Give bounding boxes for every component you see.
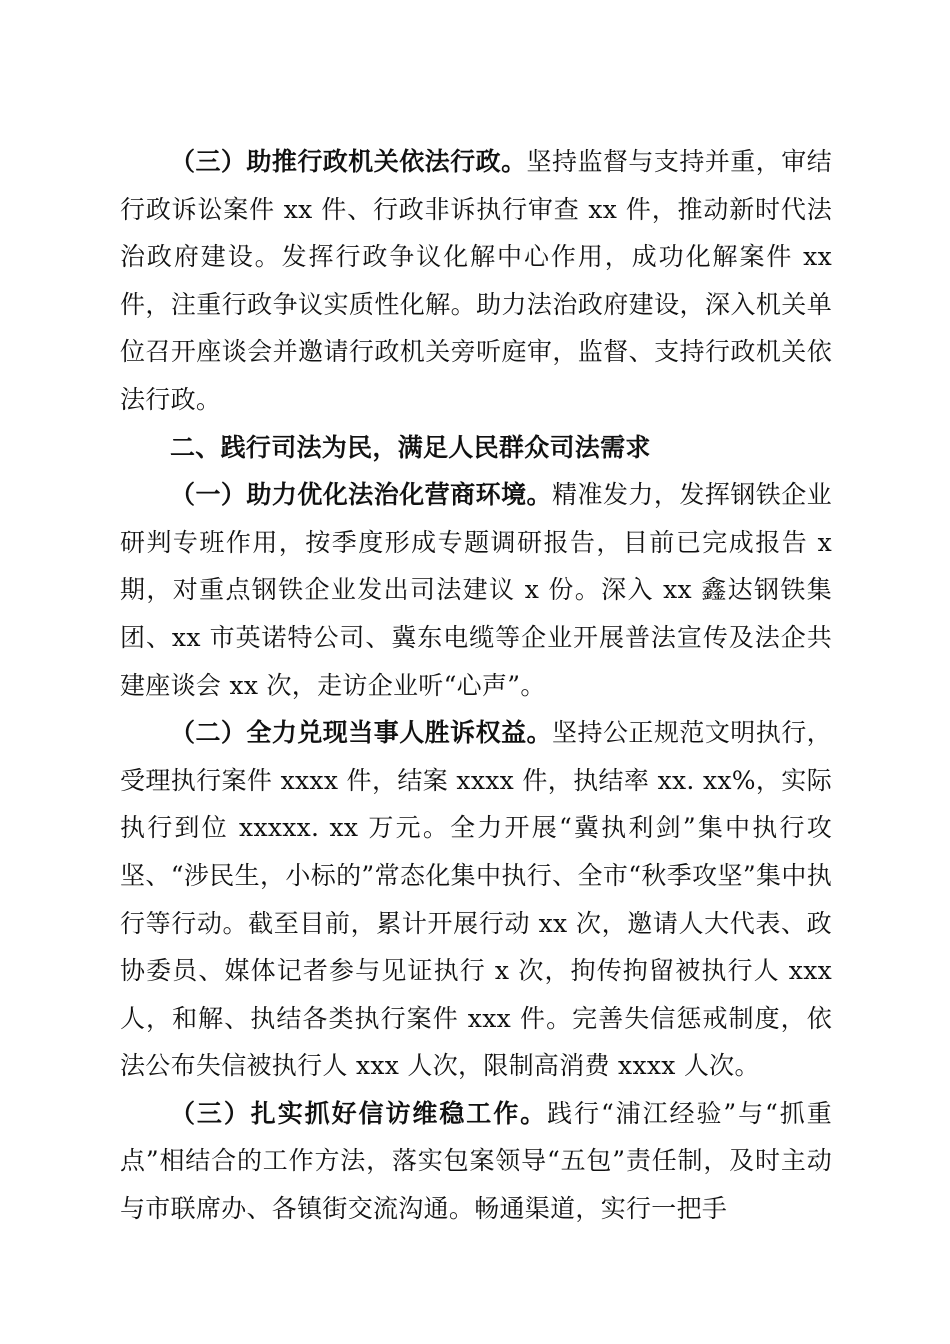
paragraph-business-environment [120, 471, 832, 709]
paragraph-lead: （三）扎实抓好信访维稳工作。 [170, 1098, 548, 1128]
paragraph-lead: （二）全力兑现当事人胜诉权益。 [170, 718, 553, 748]
section-heading: 二、践行司法为民，满足人民群众司法需求 [170, 432, 651, 462]
paragraph-admin-law [120, 138, 832, 424]
paragraph-petition [120, 1090, 832, 1233]
paragraph-body: 坚持公正规范文明执行，受理执行案件 xxxx 件，结案 xxxx 件，执结率 xx. xx%，实际执行到位 xxxxx. xx 万元。全力开展“冀执利剑”集中执行攻坚、“涉民生，小标的”常态化集中执行、全市“秋季攻坚”集中执行等行动。截至目前，累计开展行动 xx 次，邀请人大代表、政协委员、媒体记者参与见证执行 x 次，拘传拘留被执行人 xxx 人，和解、执结各类执行案件 xxx 件。完善失信惩戒制度，依法公布失信被执行人 xxx 人次，限制高消费 xxxx 人次。 [120, 718, 833, 1081]
paragraph-lead: （一）助力优化法治化营商环境。 [170, 480, 553, 510]
paragraph-lead: （三）助推行政机关依法行政。 [170, 147, 527, 176]
document-page [120, 138, 832, 1233]
paragraph-body: 坚持监督与支持并重，审结行政诉讼案件 xx 件、行政非诉执行审查 xx 件，推动新时代法治政府建设。发挥行政争议化解中心作用，成功化解案件 xx 件，注重行政争议实质性化解。助力法治政府建设，深入机关单位召开座谈会并邀请行政机关旁听庭审，监督、支持行政机关依法行政。 [120, 147, 832, 414]
paragraph-body: 践行“浦江经验”与“抓重点”相结合的工作方法，落实包案领导“五包”责任制，及时主动与市联席办、各镇街交流沟通。畅通渠道，实行一把手 [120, 1098, 832, 1224]
paragraph-enforcement [120, 709, 832, 1090]
paragraph-body: 精准发力，发挥钢铁企业研判专班作用，按季度形成专题调研报告，目前已完成报告 x 期，对重点钢铁企业发出司法建议 x 份。深入 xx 鑫达钢铁集团、xx 市英诺特公司、冀东电缆等企业开展普法宣传及法企共建座谈会 xx 次，走访企业听“心声”。 [120, 480, 832, 700]
